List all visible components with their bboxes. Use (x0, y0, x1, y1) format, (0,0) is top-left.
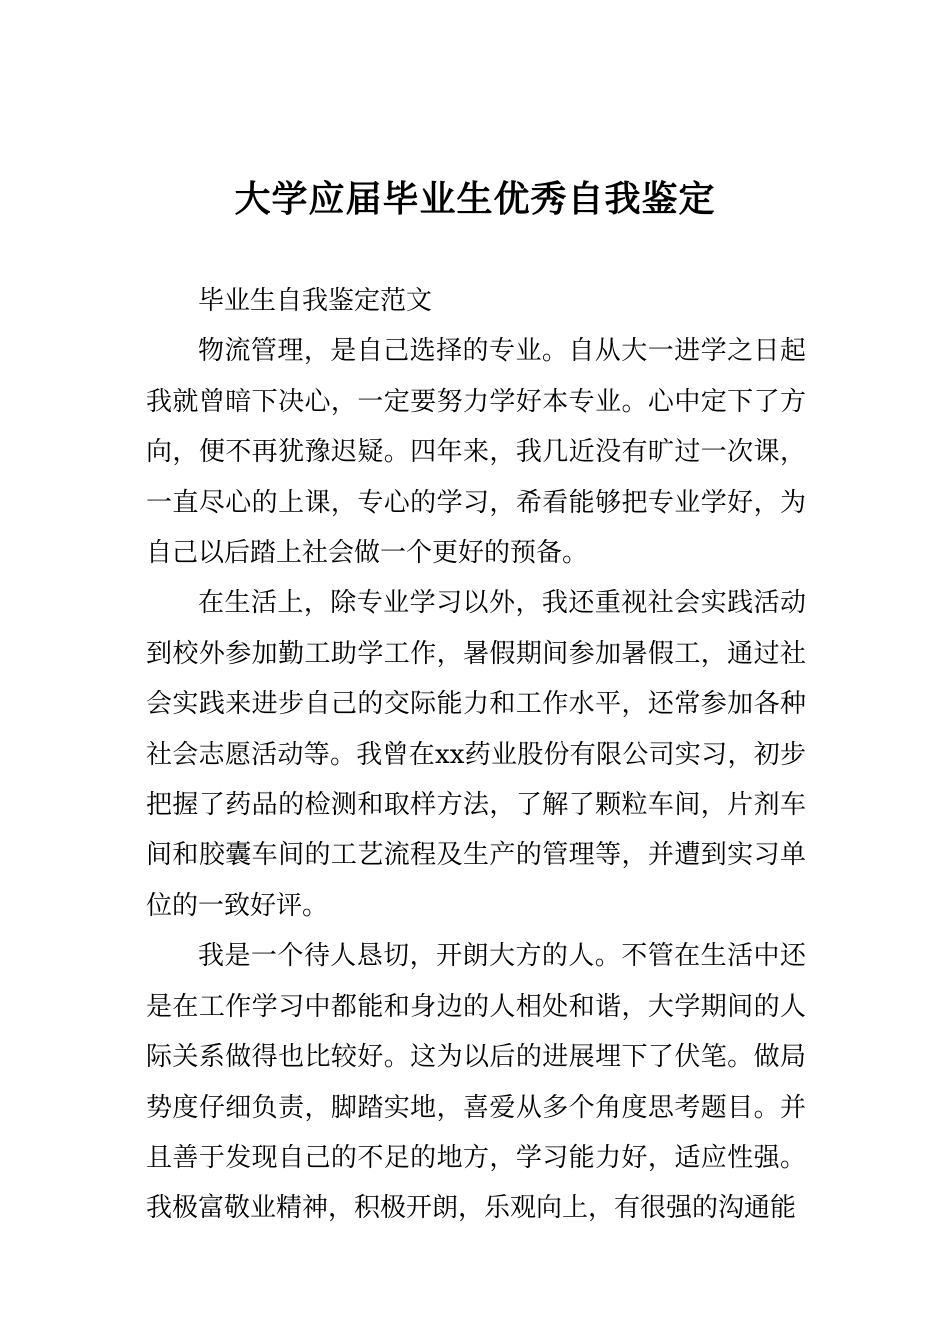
document-title: 大学应届毕业生优秀自我鉴定 (234, 179, 716, 220)
paragraph-personality: 我是一个待人恳切，开朗大方的人。不管在生活中还是在工作学习中都能和身边的人相处和谐，大学期间的人际关系做得也比较好。这为以后的进展埋下了伏笔。做局势度仔细负责，脚踏实地，喜爱从多个角度思考题目。并且善于发现自己的不足的地方，学习能力好，适应性强。我极富敬业精神，积极开朗，乐观向上，有很强的沟通能 (146, 941, 806, 1224)
document-subtitle: 毕业生自我鉴定范文 (198, 286, 433, 316)
document-body (146, 276, 806, 1234)
paragraph-practice: 在生活上，除专业学习以外，我还重视社会实践活动到校外参加勤工助学工作，暑假期间参加暑假工，通过社会实践来进步自己的交际能力和工作水平，还常参加各种社会志愿活动等。我曾在xx药业股份有限公司实习，初步把握了药品的检测和取样方法，了解了颗粒车间，片剂车间和胶囊车间的工艺流程及生产的管理等，并遭到实习单位的一致好评。 (146, 588, 806, 921)
paragraph-major: 物流管理，是自己选择的专业。自从大一进学之日起我就曾暗下决心，一定要努力学好本专业。心中定下了方向，便不再犹豫迟疑。四年来，我几近没有旷过一次课，一直尽心的上课，专心的学习，希看能够把专业学好，为自己以后踏上社会做一个更好的预备。 (146, 336, 806, 569)
